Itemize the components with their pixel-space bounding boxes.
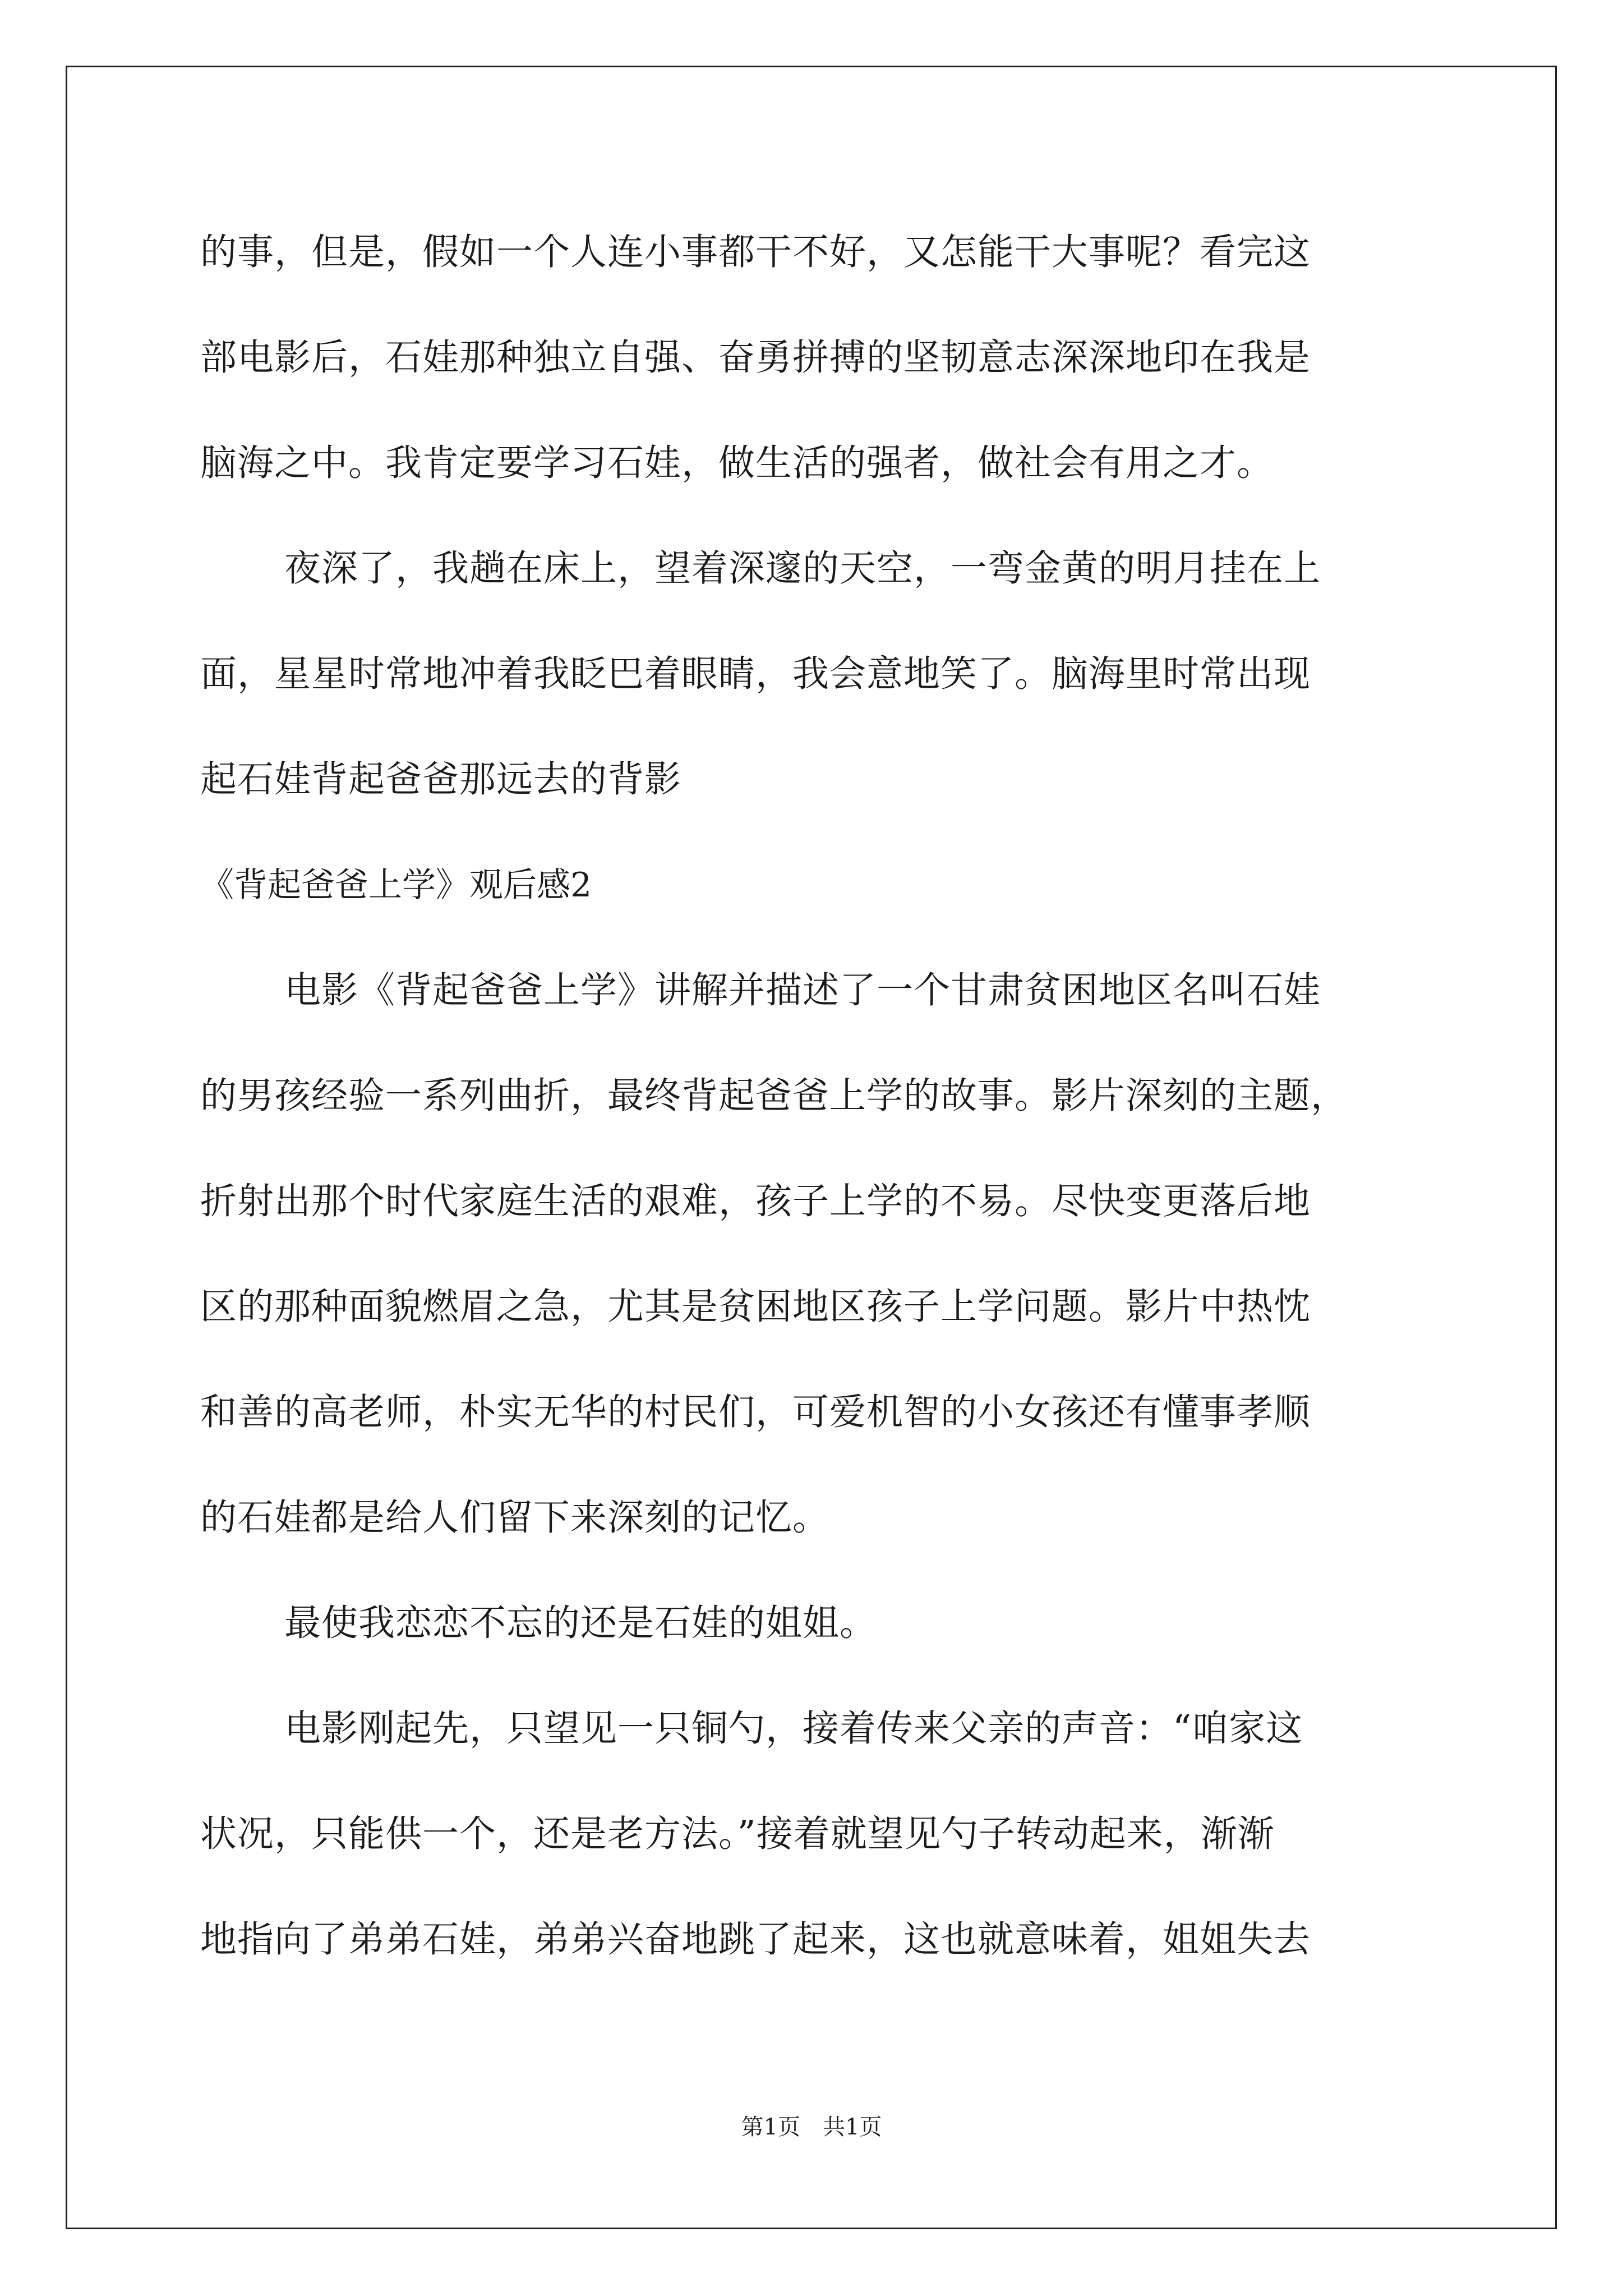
text-line: 的事，但是，假如一个人连小事都干不好，又怎能干大事呢？看完这 [200,231,1311,273]
text-line: 区的那种面貌燃眉之急，尤其是贫困地区孩子上学问题。影片中热忱 [200,1286,1311,1328]
text-line: 地指向了弟弟石娃，弟弟兴奋地跳了起来，这也就意味着，姐姐失去 [200,1918,1311,1961]
text-line: 的男孩经验一系列曲折，最终背起爸爸上学的故事。影片深刻的主题， [200,1075,1348,1117]
page-footer [0,2109,1623,2141]
paragraph-start-line: 电影刚起先，只望见一只铜勺，接着传来父亲的声音：“咱家这 [284,1708,1303,1750]
text-line: 面，星星时常地冲着我眨巴着眼睛，我会意地笑了。脑海里时常出现 [200,653,1311,695]
paragraph-start-line: 最使我恋恋不忘的还是石娃的姐姐。 [284,1602,877,1644]
document-body [200,222,1434,2014]
text-line: 状况，只能供一个，还是老方法。”接着就望见勺子转动起来，渐渐 [200,1813,1275,1855]
section-heading: 《背起爸爸上学》观后感2 [200,866,592,905]
text-line: 部电影后，石娃那种独立自强、奋勇拼搏的坚韧意志深深地印在我是 [200,337,1311,379]
text-line: 起石娃背起爸爸那远去的背影 [200,758,682,800]
text-line: 的石娃都是给人们留下来深刻的记忆。 [200,1497,830,1539]
paragraph-start-line: 电影《背起爸爸上学》讲解并描述了一个甘肃贫困地区名叫石娃 [284,969,1321,1011]
text-line: 和善的高老师，朴实无华的村民们，可爱机智的小女孩还有懂事孝顺 [200,1391,1311,1433]
paragraph-start-line: 夜深了，我趟在床上，望着深邃的天空，一弯金黄的明月挂在上 [284,547,1321,590]
text-line: 脑海之中。我肯定要学习石娃，做生活的强者，做社会有用之才。 [200,442,1274,484]
page-number-current: 第1页 [741,2114,800,2140]
text-line: 折射出那个时代家庭生活的艰难，孩子上学的不易。尽快变更落后地 [200,1180,1311,1222]
page-number-total: 共1页 [823,2114,882,2140]
